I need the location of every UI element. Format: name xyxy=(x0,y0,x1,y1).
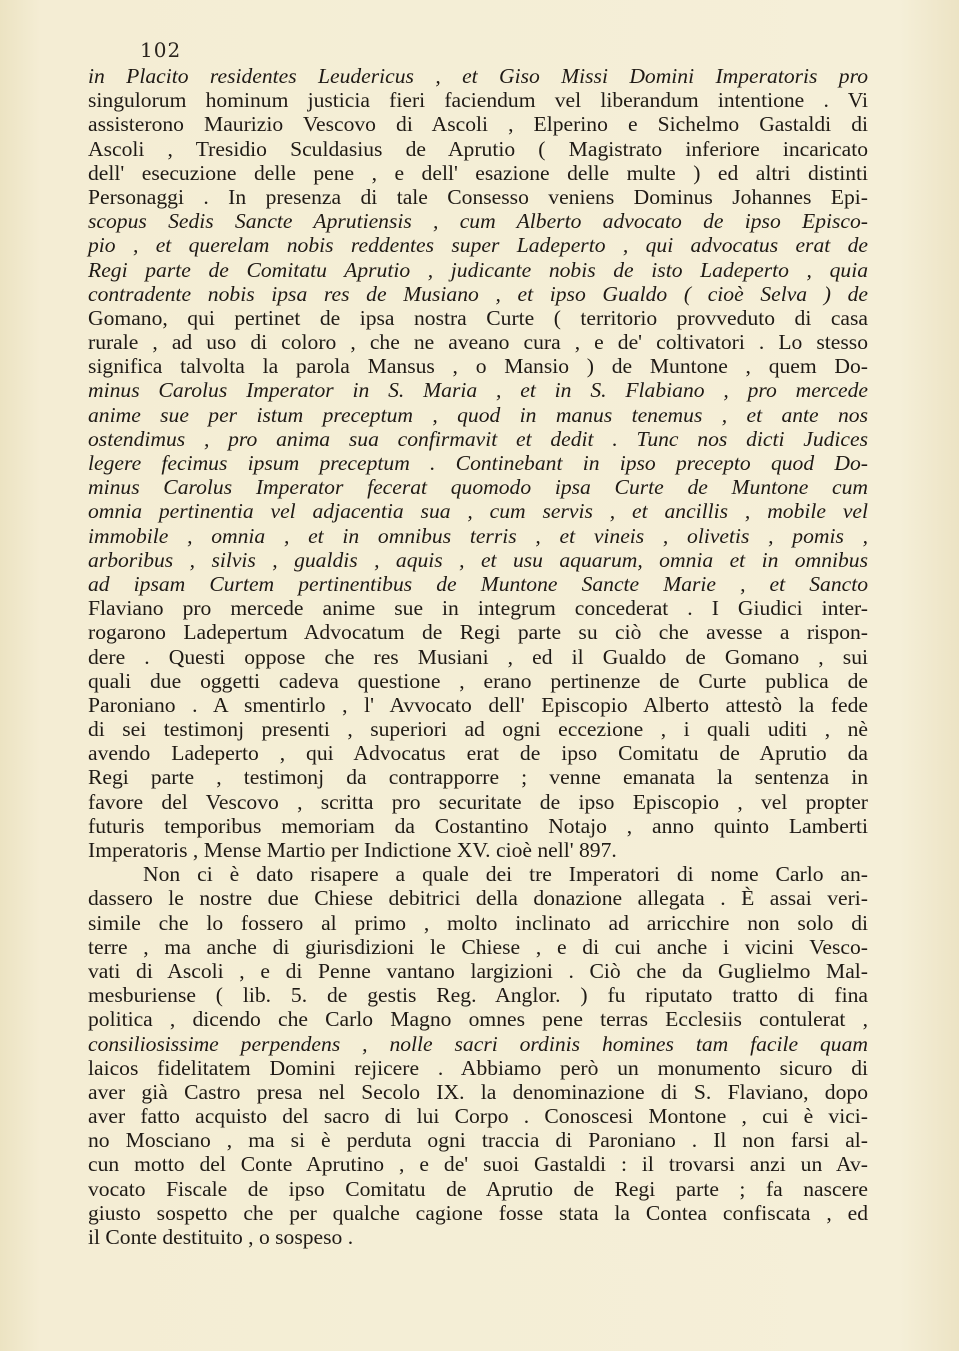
text-line: dell' esecuzione delle pene , e dell' esazione delle multe ) ed altri distinti xyxy=(88,160,868,185)
text-line: vocato Fiscale de ipso Comitatu de Aprutio de Regi parte ; fa nascere xyxy=(88,1176,868,1201)
text-line: Regi parte de Comitatu Aprutio , judicante nobis de isto Ladeperto , quia xyxy=(88,257,868,282)
text-line: minus Carolus Imperator fecerat quomodo ipsa Curte de Muntone cum xyxy=(88,475,868,500)
text-line: assisterono Maurizio Vescovo di Ascoli , Elperino e Sichelmo Gastaldi di xyxy=(88,112,868,137)
text-line: mesburiense ( lib. 5. de gestis Reg. Anglor. ) fu riputato tratto di fina xyxy=(88,983,868,1008)
text-line: no Mosciano , ma si è perduta ogni traccia di Paroniano . Il non farsi al- xyxy=(88,1128,868,1153)
text-line: giusto sospetto che per qualche cagione fosse stata la Contea confiscata , ed xyxy=(88,1200,868,1225)
text-line: quali due oggetti cadeva questione , erano pertinenze de Curte publica de xyxy=(88,668,868,693)
text-line: dere . Questi oppose che res Musiani , ed il Gualdo de Gomano , sui xyxy=(88,644,868,669)
page-number: 102 xyxy=(140,38,182,62)
text-line: terre , ma anche di giurisdizioni le Chiese , e di cui anche i vicini Vesco- xyxy=(88,934,868,959)
text-line: Imperatoris , Mense Martio per Indictione XV. cioè nell' 897. xyxy=(88,838,617,862)
text-line: singulorum hominum justicia fieri faciendum vel liberandum intentione . Vi xyxy=(88,88,868,113)
text-line: pio , et querelam nobis reddentes super Ladeperto , qui advocatus erat de xyxy=(88,233,868,258)
text-line: Flaviano pro mercede anime sue in integrum concederat . I Giudici inter- xyxy=(88,596,868,621)
text-line: scopus Sedis Sancte Aprutiensis , cum Alberto advocato de ipso Episco- xyxy=(88,209,868,234)
text-line: contradente nobis ipsa res de Musiano , et ipso Gualdo ( cioè Selva ) de xyxy=(88,281,868,306)
text-line: significa talvolta la parola Mansus , o Mansio ) de Muntone , quem Do- xyxy=(88,354,868,379)
text-line: di sei testimonj presenti , superiori ad ogni eccezione , i quali uditi , nè xyxy=(88,717,868,742)
text-line: politica , dicendo che Carlo Magno omnes pene terras Ecclesiis contulerat , xyxy=(88,1007,868,1032)
text-line: omnia pertinentia vel adjacentia sua , cum servis , et ancillis , mobile vel xyxy=(88,499,868,524)
text-line: favore del Vescovo , scritta pro securitate de ipso Episcopio , vel propter xyxy=(88,789,868,814)
text-line: ostendimus , pro anima sua confirmavit et dedit . Tunc nos dicti Judices xyxy=(88,426,868,451)
text-line: Regi parte , testimonj da contrapporre ; venne emanata la sentenza in xyxy=(88,765,868,790)
text-line: consiliosissime perpendens , nolle sacri ordinis homines tam facile quam xyxy=(88,1031,868,1056)
text-line: legere fecimus ipsum preceptum . Continebant in ipso precepto quod Do- xyxy=(88,451,868,475)
text-line: dassero le nostre due Chiese debitrici della donazione allegata . È assai veri- xyxy=(88,886,868,911)
text-line: arboribus , silvis , gualdis , aquis , et usu aquarum, omnia et in omnibus xyxy=(88,547,868,572)
text-line: vati di Ascoli , e di Penne vantano largizioni . Ciò che da Guglielmo Mal- xyxy=(88,958,868,983)
text-line: immobile , omnia , et in omnibus terris , et vineis , olivetis , pomis , xyxy=(88,523,868,548)
text-line: aver già Castro presa nel Secolo IX. la denominazione di S. Flaviano, dopo xyxy=(88,1079,868,1104)
text-line: futuris temporibus memoriam da Costantino Notajo , anno quinto Lamberti xyxy=(88,813,868,838)
text-line: Personaggi . In presenza di tale Consesso veniens Dominus Johannes Epi- xyxy=(88,184,868,209)
text-line: simile che lo fossero al primo , molto inclinato ad arricchire non solo di xyxy=(88,910,868,935)
text-line: aver fatto acquisto del sacro di lui Corpo . Conoscesi Montone , cui è vici- xyxy=(88,1104,868,1129)
text-line: Paroniano . A smentirlo , l' Avvocato dell' Episcopio Alberto attestò la fede xyxy=(88,692,868,717)
text-line: rurale , ad uso di coloro , che ne aveano cura , e de' coltivatori . Lo stesso xyxy=(88,330,868,355)
text-line: rogarono Ladepertum Advocatum de Regi parte su ciò che avesse a rispon- xyxy=(88,620,868,645)
text-line: cun motto del Conte Aprutino , e de' suoi Gastaldi : il trovarsi anzi un Av- xyxy=(88,1152,868,1177)
text-line: laicos fidelitatem Domini rejicere . Abbiamo però un monumento sicuro di xyxy=(88,1055,868,1080)
body-text xyxy=(88,64,868,1249)
text-line: anime sue per istum preceptum , quod in manus tenemus , et ante nos xyxy=(88,402,868,427)
text-line: minus Carolus Imperator in S. Maria , et in S. Flabiano , pro mercede xyxy=(88,378,868,403)
text-line: Gomano, qui pertinet de ipsa nostra Curte ( territorio provveduto di casa xyxy=(88,305,868,330)
text-line: avendo Ladeperto , qui Advocatus erat de ipso Comitatu de Aprutio da xyxy=(88,741,868,766)
text-line: ad ipsam Curtem pertinentibus de Muntone Sancte Marie , et Sancto xyxy=(88,571,868,596)
text-line: Non ci è dato risapere a quale dei tre Imperatori di nome Carlo an- xyxy=(143,862,868,887)
text-line: in Placito residentes Leudericus , et Giso Missi Domini Imperatoris pro xyxy=(88,64,868,88)
text-line: Ascoli , Tresidio Sculdasius de Aprutio ( Magistrato inferiore incaricato xyxy=(88,136,868,161)
text-line: il Conte destituito , o sospeso . xyxy=(88,1225,354,1249)
